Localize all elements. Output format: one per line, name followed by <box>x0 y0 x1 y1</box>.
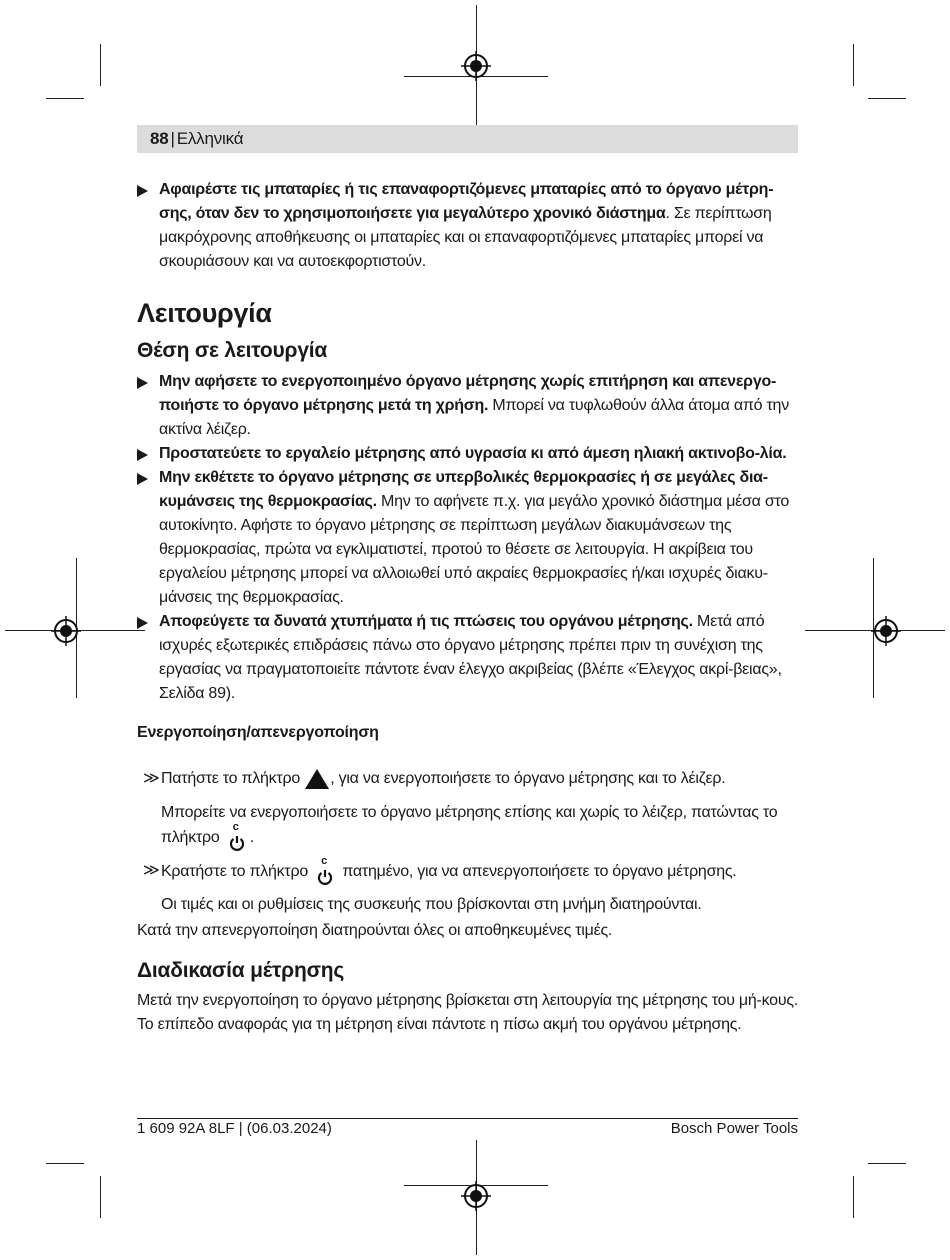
footer-rule <box>137 1118 798 1119</box>
list-item <box>137 370 799 442</box>
page-body <box>137 178 799 1037</box>
registration-mark-icon <box>51 616 81 646</box>
power-key-icon <box>316 855 334 885</box>
measuring-paragraph: Το επίπεδο αναφοράς για τη μέτρηση είναι πάντοτε η πίσω ακμή του οργάνου μέτρησης. <box>137 1016 742 1033</box>
bullet-triangle-icon <box>137 185 148 197</box>
subsection-title: Θέση σε λειτουργία <box>137 339 328 362</box>
power-key-letter: c <box>232 821 239 833</box>
footer-doc-id: 1 609 92A 8LF | (06.03.2024) <box>137 1120 332 1137</box>
step-marker-icon: ≫ <box>143 770 160 787</box>
bullet-text: Μπορεί να τυφλωθούν άλλα άτομα από την ακτίνα λέιζερ. <box>159 397 789 438</box>
bullet-text: . Σε περίπτωση μακρόχρονης αποθήκευσης οι μπαταρίες και οι επαναφορτιζόμενες μπαταρίες μπορεί να σκουριάσουν και να αυτοεκφορτιστούν. <box>159 205 772 270</box>
step-text: πατημένο, για να απενεργοποιήσετε το όργανο μέτρησης. <box>338 863 737 881</box>
bullet-triangle-icon <box>137 473 148 485</box>
registration-mark-icon <box>461 51 491 81</box>
triangle-key-icon <box>304 768 330 790</box>
step-marker-icon: ≫ <box>143 862 160 879</box>
bullet-bold-text: Μην εκθέτετε το όργανο μέτρησης σε υπερβολικές θερμοκρασίες ή σε μεγάλες δια-κυμάνσεις της θερμοκρασίας. <box>159 469 768 510</box>
power-key-letter: c <box>321 855 328 867</box>
onoff-heading: Ενεργοποίηση/απενεργοποίηση <box>137 724 379 741</box>
bullet-bold-text: Μην αφήσετε το ενεργοποιημένο όργανο μέτρησης χωρίς επιτήρηση και απενεργο-ποιήστε το όργανο μέτρησης μετά τη χρήση. <box>159 373 777 414</box>
page-number: 88 <box>150 129 169 148</box>
power-key-icon <box>228 821 246 851</box>
bullet-bold-text: Προστατεύετε το εργαλείο μέτρησης από υγρασία κι από άμεση ηλιακή ακτινοβο-λία. <box>159 445 787 462</box>
measuring-paragraph: Μετά την ενεργοποίηση το όργανο μέτρησης βρίσκεται στη λειτουργία της μέτρησης του μή-κους. <box>137 992 798 1009</box>
bullet-bold-text: Αποφεύγετε τα δυνατά χτυπήματα ή τις πτώσεις του οργάνου μέτρησης. <box>159 613 693 630</box>
bullet-triangle-icon <box>137 617 148 629</box>
list-item <box>137 442 799 466</box>
section-title: Λειτουργία <box>137 298 272 328</box>
bullet-triangle-icon <box>137 377 148 389</box>
page-header <box>137 125 798 153</box>
bullet-bold-text: Αφαιρέστε τις μπαταρίες ή τις επαναφορτιζόμενες μπαταρίες από το όργανο μέτρη-σης, όταν δεν το χρησιμοποιήσετε για μεγαλύτερο χρονικό διάστημα <box>159 181 774 222</box>
registration-mark-icon <box>871 616 901 646</box>
list-item <box>137 466 799 610</box>
bullet-triangle-icon <box>137 449 148 461</box>
step-switch-off <box>137 855 799 885</box>
note-memory: Οι τιμές και οι ρυθμίσεις της συσκευής που βρίσκονται στη μνήμη διατηρούνται. <box>161 896 702 913</box>
intro-bullet <box>137 178 799 274</box>
bullet-text: Μην το αφήνετε π.χ. για μεγάλο χρονικό διάστημα μέσα στο αυτοκίνητο. Αφήστε το όργανο μέτρησης σε περίπτωση μεγάλων διακυμάνσεων της θερμοκρασίας, πρώτα να εγκλιματιστεί, προτού το θέσετε σε λειτουργία. Η ακρίβεια του εργαλείου μέτρησης μπορεί να αλλοιωθεί υπό ακραίες θερμοκρασίες ή/και ισχυρές διακυ-μάνσεις της θερμοκρασίας. <box>159 493 789 606</box>
note-text: . <box>249 829 254 847</box>
step-text: Κρατήστε το πλήκτρο <box>161 863 313 881</box>
header-language: Ελληνικά <box>176 129 244 148</box>
registration-mark-icon <box>461 1181 491 1211</box>
note-stored-values: Κατά την απενεργοποίηση διατηρούνται όλες οι αποθηκευμένες τιμές. <box>137 922 613 939</box>
list-item <box>137 610 799 706</box>
header-separator: | <box>170 129 175 148</box>
step-text: , για να ενεργοποιήσετε το όργανο μέτρησης και το λέιζερ. <box>330 770 726 787</box>
safety-bullets <box>137 370 799 706</box>
footer-brand: Bosch Power Tools <box>670 1120 798 1137</box>
bullet-text: Μετά από ισχυρές εξωτερικές επιδράσεις πάνω στο όργανο μέτρησης πρέπει πριν τη συνέχιση της εργασίας να πραγματοποιείτε πάντοτε έναν έλεγχο ακριβείας (βλέπε «Έλεγχος ακρί-βειας», Σελίδα 89). <box>159 613 782 702</box>
note-without-laser <box>137 801 799 851</box>
step-text: Πατήστε το πλήκτρο <box>161 770 305 787</box>
measuring-heading: Διαδικασία μέτρησης <box>137 959 345 982</box>
step-switch-on <box>137 767 799 791</box>
note-text: Μπορείτε να ενεργοποιήσετε το όργανο μέτρησης επίσης και χωρίς το λέιζερ, πατώντας το πλήκτρο <box>161 804 778 847</box>
